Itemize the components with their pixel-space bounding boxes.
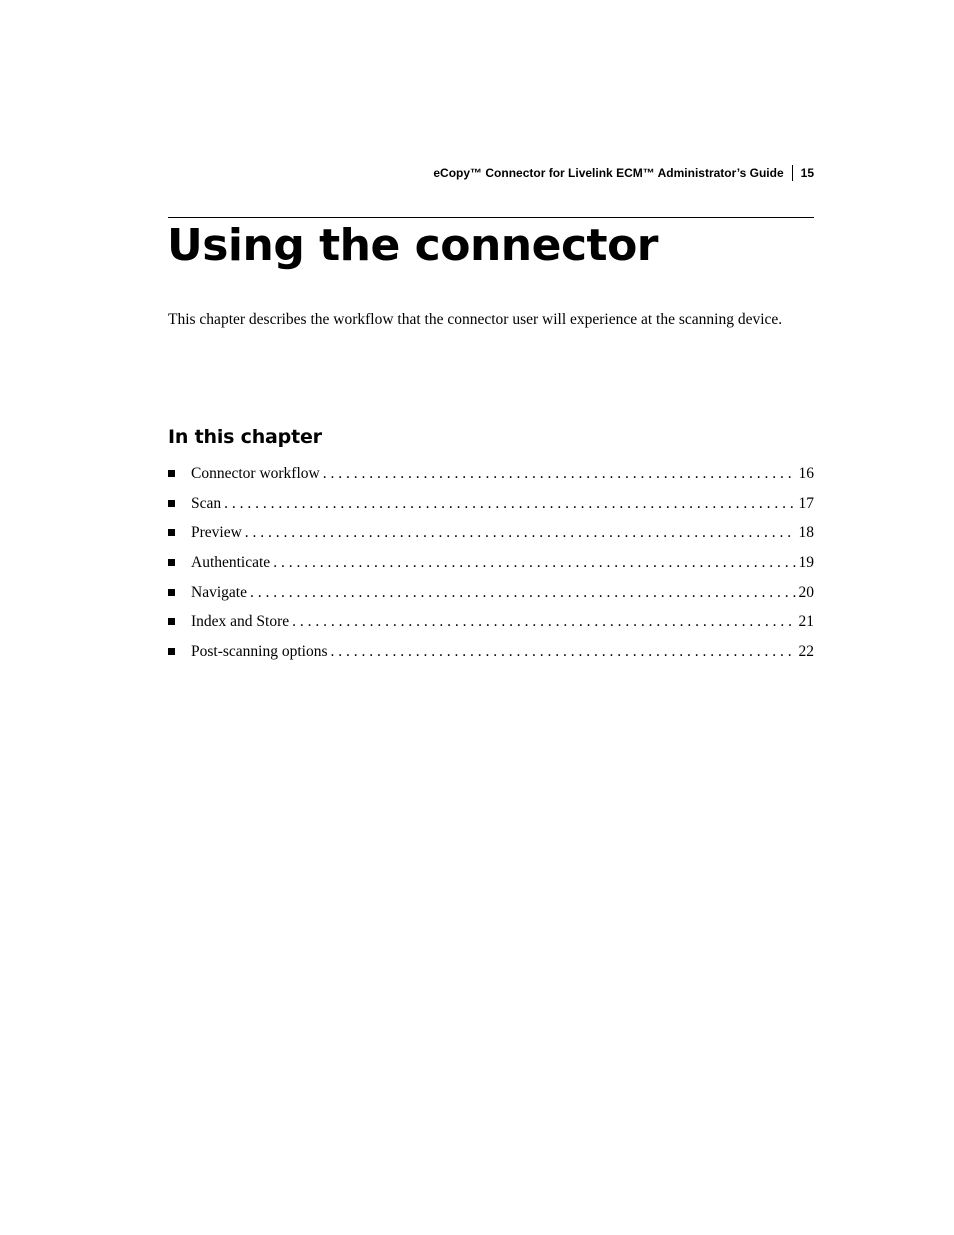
page-number: 15 (800, 166, 814, 180)
toc-item-scan[interactable] (168, 493, 814, 523)
toc-page-number[interactable]: 20 (798, 583, 814, 601)
toc-label[interactable]: Navigate (191, 583, 247, 601)
toc-item-preview[interactable] (168, 522, 814, 552)
square-bullet-icon (168, 559, 175, 566)
toc-label[interactable]: Scan (191, 494, 222, 512)
toc-label[interactable]: Authenticate (191, 554, 271, 572)
dot-leader (331, 641, 796, 663)
dot-leader (323, 463, 796, 485)
square-bullet-icon (168, 618, 175, 625)
running-header (433, 164, 814, 182)
guide-title: eCopy™ Connector for Livelink ECM™ Administrator’s Guide (433, 166, 784, 180)
toc-page-number[interactable]: 22 (798, 643, 814, 661)
toc-page-number[interactable]: 18 (798, 524, 814, 542)
square-bullet-icon (168, 589, 175, 596)
dot-leader (292, 611, 795, 633)
dot-leader (245, 522, 796, 544)
toc-label[interactable]: Connector workflow (191, 465, 320, 482)
chapter-toc (168, 463, 814, 671)
toc-page-number[interactable]: 16 (798, 465, 814, 482)
toc-label[interactable]: Post-scanning options (191, 643, 328, 661)
square-bullet-icon (168, 648, 175, 655)
square-bullet-icon (168, 529, 175, 536)
toc-label[interactable]: Preview (191, 524, 242, 542)
toc-label[interactable]: Index and Store (191, 613, 290, 631)
header-divider (792, 165, 793, 181)
dot-leader (224, 493, 795, 515)
toc-item-post-scanning-options[interactable] (168, 641, 814, 671)
toc-page-number[interactable]: 19 (798, 554, 814, 572)
dot-leader (250, 582, 796, 604)
toc-item-connector-workflow[interactable] (168, 463, 814, 493)
toc-page-number[interactable]: 17 (798, 494, 814, 512)
dot-leader (273, 552, 795, 574)
chapter-intro: This chapter describes the workflow that the connector user will experience at the scanning device. (168, 311, 783, 328)
in-this-chapter-heading: In this chapter (168, 426, 322, 448)
toc-item-navigate[interactable] (168, 582, 814, 612)
square-bullet-icon (168, 500, 175, 507)
toc-item-index-and-store[interactable] (168, 611, 814, 641)
square-bullet-icon (168, 470, 175, 477)
toc-item-authenticate[interactable] (168, 552, 814, 582)
chapter-title: Using the connector (167, 220, 658, 271)
toc-page-number[interactable]: 21 (798, 613, 814, 631)
